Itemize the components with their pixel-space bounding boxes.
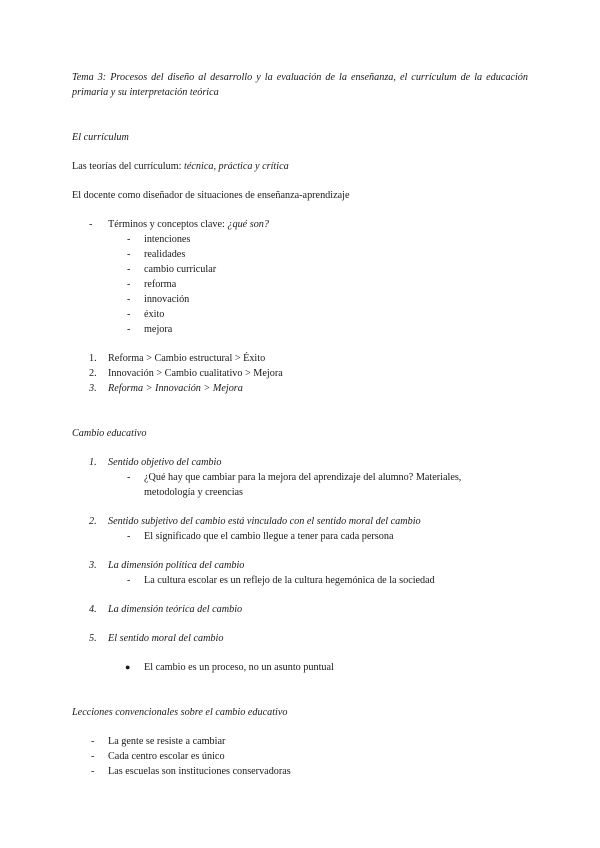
theories-italic: técnica, práctica y crítica [184,161,289,172]
sequence-list [72,351,528,396]
cambio-item [89,514,528,529]
terms-sublist [72,232,528,337]
term-text: realidades [144,249,186,260]
list-number: 3. [89,560,97,571]
cambio-subitem-text: El significado que el cambio llegue a tener para cada persona [144,531,394,542]
cambio-item-title: La dimensión teórica del cambio [108,604,243,615]
term-item [127,262,528,277]
term-item [127,322,528,337]
dash-marker: - [91,751,95,762]
cambio-item [89,602,528,617]
cambio-list [72,455,528,675]
dash-marker: - [127,294,131,305]
term-text: cambio curricular [144,264,217,275]
cambio-item [89,455,528,470]
list-number: 3. [89,383,97,394]
term-text: intenciones [144,234,191,245]
terms-question: ¿qué son? [227,219,269,230]
bullet-marker: ● [125,662,131,672]
cambio-subitem-line2: metodología y creencias [144,487,244,498]
cambio-subitem-text: La cultura escolar es un reflejo de la cultura hegemónica de la sociedad [144,575,435,586]
term-item [127,292,528,307]
sequence-item [89,351,528,366]
sequence-text: Innovación > Cambio cualitativo > Mejora [108,368,283,379]
list-number: 1. [89,457,97,468]
document-page [72,70,528,779]
dash-marker: - [127,324,131,335]
cambio-item [89,631,528,646]
theories-line [72,159,528,174]
term-item [127,232,528,247]
dash-marker: - [127,309,131,320]
term-text: innovación [144,294,190,305]
list-number: 2. [89,368,97,379]
dash-marker: - [91,736,95,747]
dash-marker: - [127,264,131,275]
list-number: 2. [89,516,97,527]
dash-marker: - [127,279,131,290]
sequence-item [89,381,528,396]
cambio-bullet-item [125,660,528,675]
cambio-subitem [127,470,528,500]
leccion-item [91,764,528,779]
terms-label: Términos y conceptos clave: [108,219,228,230]
leccion-text: Cada centro escolar es único [108,751,225,762]
docente-line: El docente como diseñador de situaciones de enseñanza-aprendizaje [72,190,350,201]
term-item [127,307,528,322]
section-heading-lecciones: Lecciones convencionales sobre el cambio educativo [72,707,288,718]
sequence-text: Reforma > Cambio estructural > Éxito [108,353,266,364]
cambio-item-title: Sentido objetivo del cambio [108,457,222,468]
leccion-item [91,749,528,764]
term-text: reforma [144,279,177,290]
terms-list-item [72,217,528,232]
dash-marker: - [127,531,131,542]
term-text: mejora [144,324,173,335]
sequence-item [89,366,528,381]
term-text: éxito [144,309,165,320]
dash-marker: - [91,766,95,777]
document-title: Tema 3: Procesos del diseño al desarrollo y la evaluación de la enseñanza, el currículum de la educación primaria y su interpretación teórica [72,72,528,98]
term-item [127,277,528,292]
dash-marker: - [127,575,131,586]
cambio-item-title: El sentido moral del cambio [108,633,224,644]
dash-marker: - [127,472,131,483]
cambio-item-title: La dimensión política del cambio [108,560,245,571]
dash-marker: - [127,249,131,260]
list-number: 5. [89,633,97,644]
cambio-bullet-text: El cambio es un proceso, no un asunto puntual [144,662,334,673]
dash-marker: - [127,234,131,245]
leccion-text: Las escuelas son instituciones conservadoras [108,766,291,777]
sequence-text: Reforma > Innovación > Mejora [108,383,243,394]
cambio-subitem [127,529,528,544]
cambio-subitem-line1: ¿Qué hay que cambiar para la mejora del aprendizaje del alumno? Materiales, [144,472,462,483]
cambio-subitem [127,573,528,588]
cambio-item [89,558,528,573]
theories-prefix: Las teorías del currículum: [72,161,185,172]
term-item [127,247,528,262]
leccion-text: La gente se resiste a cambiar [108,736,226,747]
list-number: 1. [89,353,97,364]
lecciones-list [72,734,528,779]
list-number: 4. [89,604,97,615]
cambio-item-title: Sentido subjetivo del cambio está vinculado con el sentido moral del cambio [108,516,421,527]
dash-marker: - [89,219,93,230]
section-heading-cambio: Cambio educativo [72,428,147,439]
leccion-item [91,734,528,749]
section-heading-curriculum: El currículum [72,132,129,143]
